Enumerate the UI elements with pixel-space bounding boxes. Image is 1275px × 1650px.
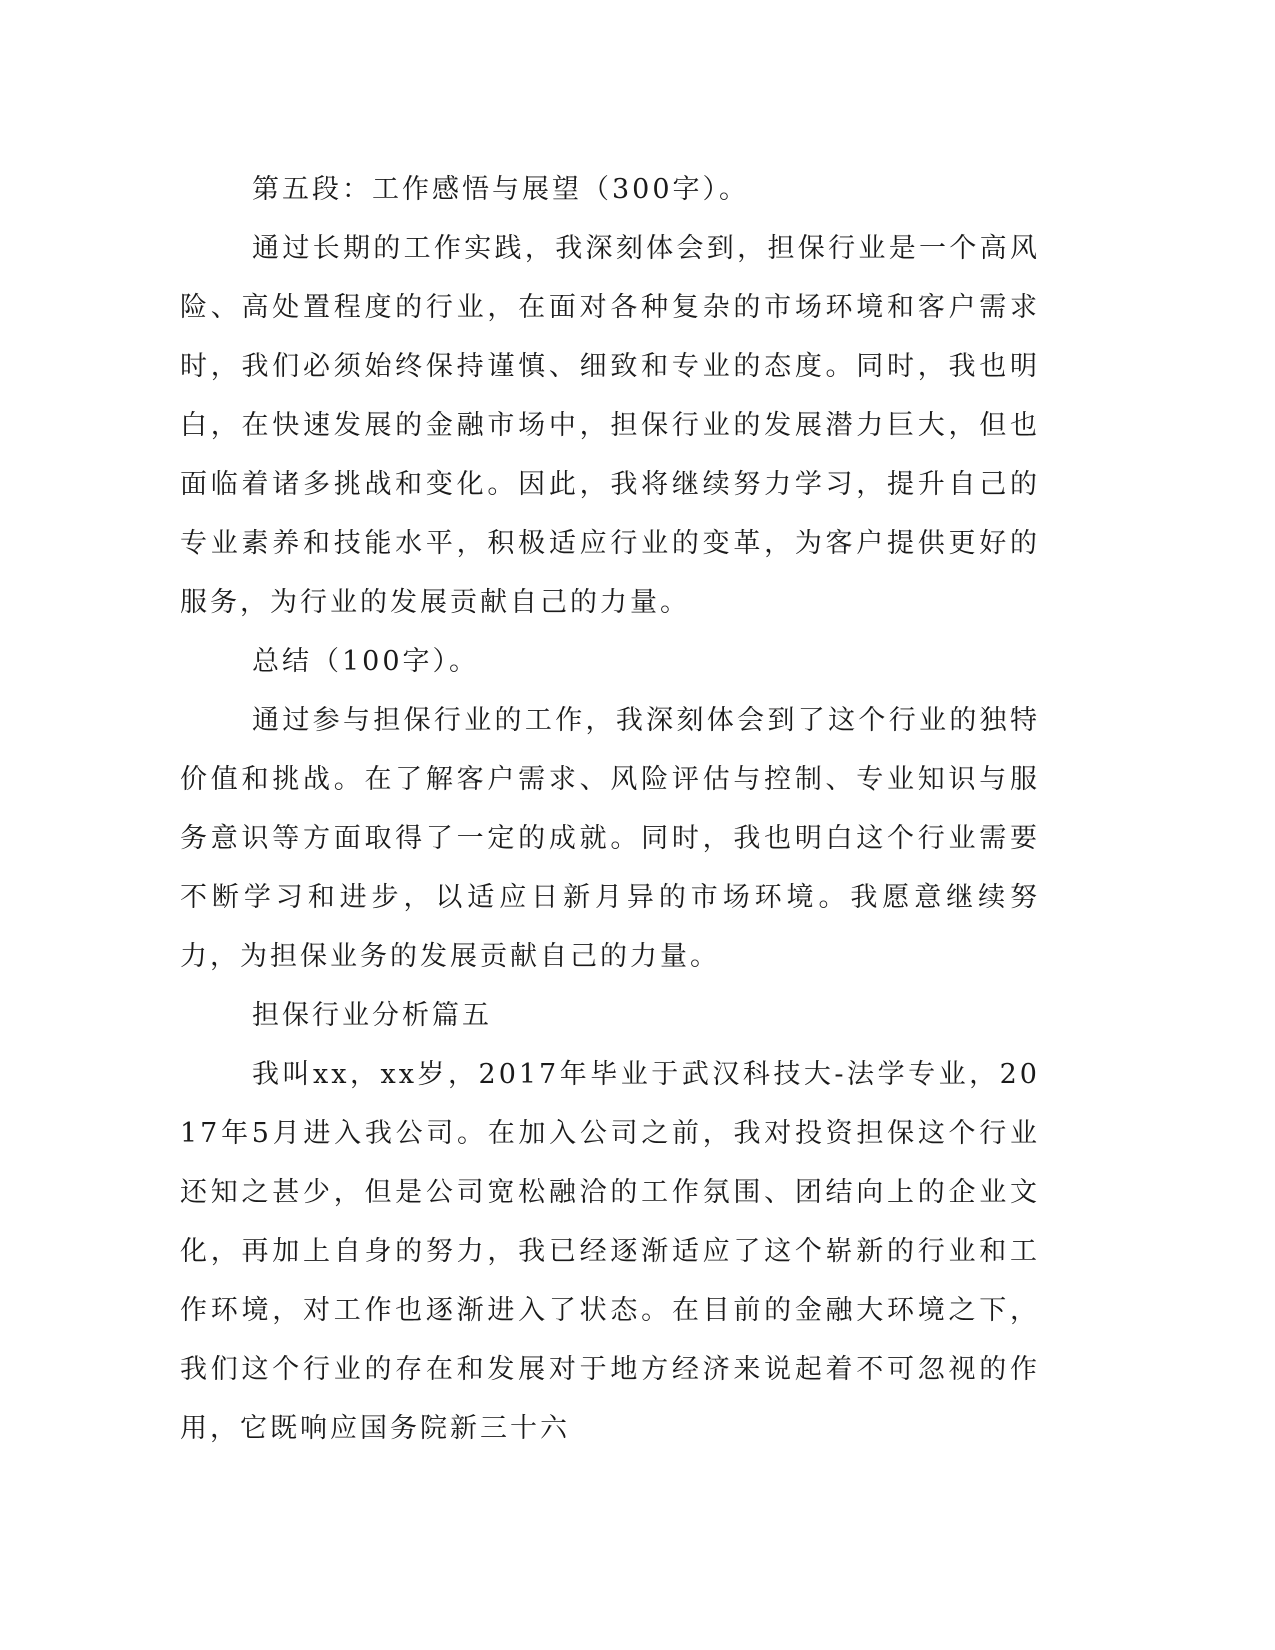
paragraph-reflection: 通过长期的工作实践，我深刻体会到，担保行业是一个高风险、高处置程度的行业，在面对各种复杂的市场环境和客户需求时，我们必须始终保持谨慎、细致和专业的态度。同时，我也明白，在快速发展的金融市场中，担保行业的发展潜力巨大，但也面临着诸多挑战和变化。因此，我将继续努力学习，提升自己的专业素养和技能水平，积极适应行业的变革，为客户提供更好的服务，为行业的发展贡献自己的力量。	[180, 233, 1040, 618]
section-heading-part-five: 第五段：工作感悟与展望（300字）。	[252, 174, 750, 205]
section-heading-summary: 总结（100字）。	[252, 646, 480, 677]
document-body	[180, 160, 1040, 1458]
paragraph-summary: 通过参与担保行业的工作，我深刻体会到了这个行业的独特价值和挑战。在了解客户需求、风险评估与控制、专业知识与服务意识等方面取得了一定的成就。同时，我也明白这个行业需要不断学习和进步，以适应日新月异的市场环境。我愿意继续努力，为担保业务的发展贡献自己的力量。	[180, 705, 1040, 972]
article-title: 担保行业分析篇五	[252, 1000, 492, 1031]
paragraph-introduction: 我叫xx，xx岁，2017年毕业于武汉科技大-法学专业，2017年5月进入我公司。在加入公司之前，我对投资担保这个行业还知之甚少，但是公司宽松融洽的工作氛围、团结向上的企业文化，再加上自身的努力，我已经逐渐适应了这个崭新的行业和工作环境，对工作也逐渐进入了状态。在目前的金融大环境之下，我们这个行业的存在和发展对于地方经济来说起着不可忽视的作用，它既响应国务院新三十六	[180, 1059, 1040, 1444]
